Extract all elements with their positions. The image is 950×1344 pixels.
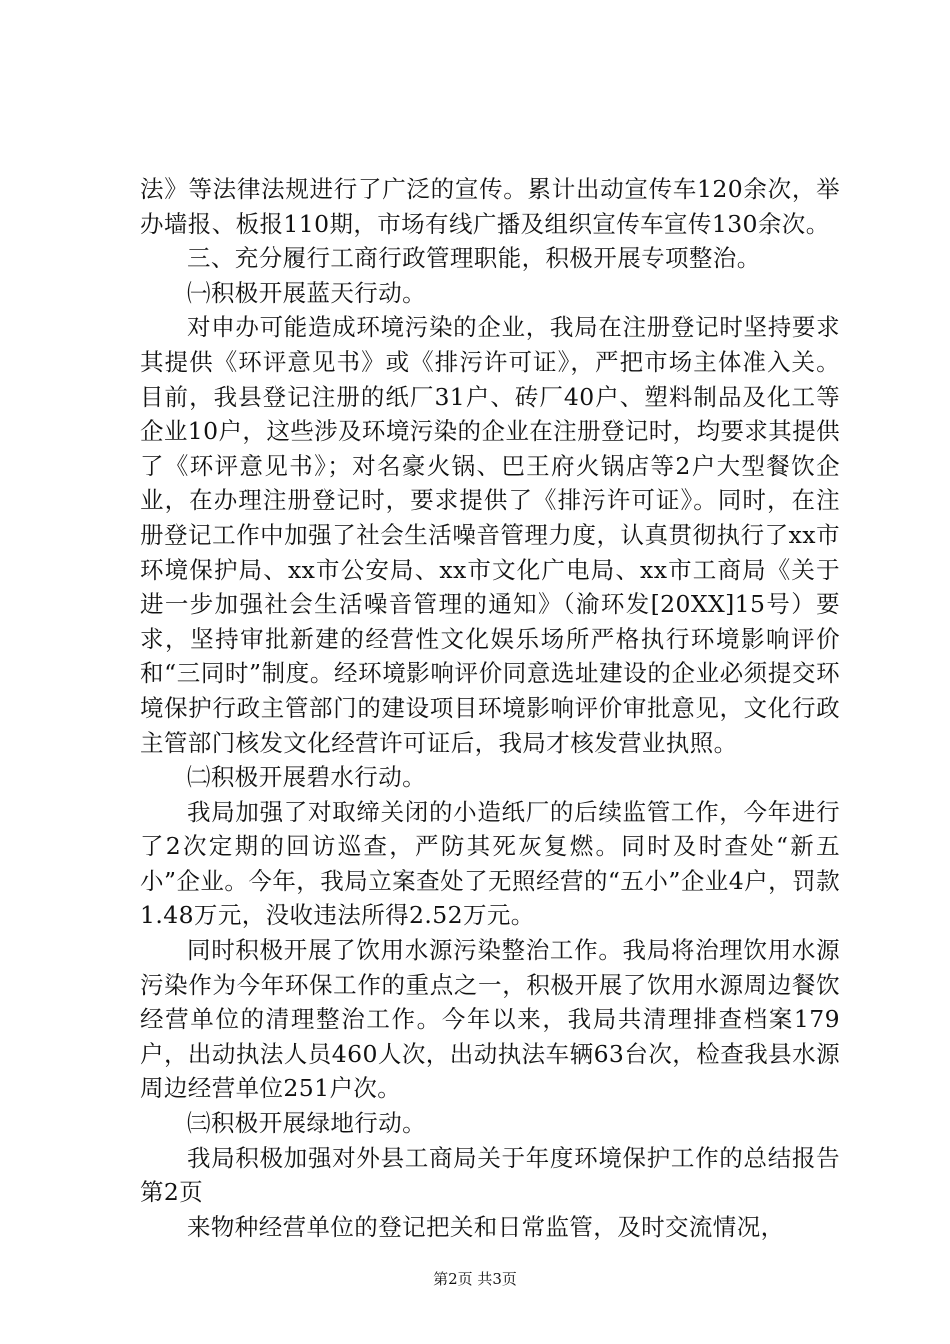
- paragraph-1: 法》等法律法规进行了广泛的宣传。累计出动宣传车120余次，举办墙报、板报110期，市场有线广播及组织宣传车宣传130余次。: [140, 175, 840, 238]
- subheading-blue-sky: ㈠积极开展蓝天行动。: [187, 278, 426, 307]
- subheading-green-land: ㈢积极开展绿地行动。: [187, 1109, 426, 1138]
- paragraph-continuation: 来物种经营单位的登记把关和日常监管，及时交流情况，: [187, 1212, 785, 1241]
- subheading-clear-water: ㈡积极开展碧水行动。: [187, 763, 426, 792]
- paragraph-blue-sky: 对申办可能造成环境污染的企业，我局在注册登记时坚持要求其提供《环评意见书》或《排污许可证》，严把市场主体准入关。目前，我县登记注册的纸厂31户、砖厂40户、塑料制品及化工等企业10户，这些涉及环境污染的企业在注册登记时，均要求其提供了《环评意见书》；对名豪火锅、巴王府火锅店等2户大型餐饮企业，在办理注册登记时，要求提供了《排污许可证》。同时，在注册登记工作中加强了社会生活噪音管理力度，认真贯彻执行了xx市环境保护局、xx市公安局、xx市文化广电局、xx市工商局《关于进一步加强社会生活噪音管理的通知》（渝环发[20XX]15号）要求，坚持审批新建的经营性文化娱乐场所严格执行环境影响评价和“三同时”制度。经环境影响评价同意选址建设的企业必须提交环境保护行政主管部门的建设项目环境影响评价审批意见，文化行政主管部门核发文化经营许可证后，我局才核发营业执照。: [140, 313, 840, 757]
- paragraph-clear-water: 我局加强了对取缔关闭的小造纸厂的后续监管工作，今年进行了2次定期的回访巡查，严防其死灰复燃。同时及时查处“新五小”企业。今年，我局立案查处了无照经营的“五小”企业4户，罚款1.48万元，没收违法所得2.52万元。: [140, 797, 840, 930]
- page-number: 第2页 共3页: [433, 1270, 517, 1288]
- paragraph-green-land: 我局积极加强对外县工商局关于年度环境保护工作的总结报告第2页: [140, 1143, 840, 1207]
- page-footer: [0, 1269, 950, 1289]
- section-heading-3: 三、充分履行工商行政管理职能，积极开展专项整治。: [187, 244, 761, 273]
- paragraph-drinking-water: 同时积极开展了饮用水源污染整治工作。我局将治理饮用水源污染作为今年环保工作的重点之一，积极开展了饮用水源周边餐饮经营单位的清理整治工作。今年以来，我局共清理排查档案179户，出动执法人员460人次，出动执法车辆63台次，检查我县水源周边经营单位251户次。: [140, 936, 840, 1103]
- document-body: [140, 172, 840, 1244]
